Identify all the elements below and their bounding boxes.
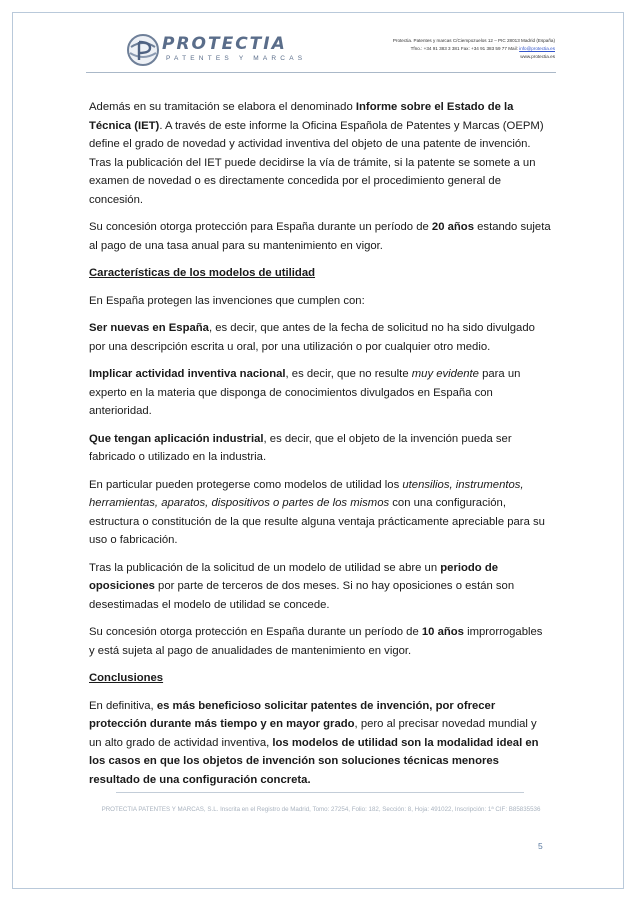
email-link[interactable]: info@protectia.es bbox=[519, 46, 555, 51]
text: En definitiva, bbox=[89, 699, 157, 712]
address-line: Protectia. Patentes y marcas C/Ciempozuelos 12 – PIC 28013 Madrid (España) bbox=[392, 38, 555, 43]
text: , es decir, que el objeto de la invención pueda ser fabricado o utilizado en la industria. bbox=[89, 432, 512, 463]
paragraph-industrial-application bbox=[89, 430, 551, 467]
footer-divider bbox=[116, 792, 524, 793]
bold-text: Informe sobre el Estado de la Técnica (IET) bbox=[89, 101, 514, 132]
italic-text: utensilios, instrumentos, herramientas, aparatos, dispositivos o partes de los mismos bbox=[89, 478, 524, 509]
paragraph-protectable-items bbox=[89, 476, 551, 550]
bold-text: periodo de oposiciones bbox=[89, 561, 499, 592]
section-heading-utility-models: Características de los modelos de utilidad bbox=[89, 267, 316, 279]
text: improrrogables y está sujeta al pago de anualidades de mantenimiento en vigor. bbox=[89, 626, 543, 657]
page-header bbox=[0, 0, 638, 80]
paragraph-novelty bbox=[89, 319, 551, 356]
bold-text: los modelos de utilidad son la modalidad ideal en los casos en que los objetos de invención son soluciones técnicas menores resultado de una configuración concreta. bbox=[89, 736, 539, 786]
logo-globe-icon bbox=[126, 33, 160, 67]
website-link[interactable]: www.protectia.es bbox=[520, 54, 555, 59]
text: Además en su tramitación se elabora el denominado bbox=[89, 101, 356, 113]
text: con una configuración, estructura o constitución de la que resulte alguna ventaja prácticamente apreciable para su uso o fabricación. bbox=[89, 497, 545, 546]
text: Su concesión otorga protección para España durante un período de bbox=[89, 221, 432, 233]
company-logo bbox=[126, 33, 307, 69]
text: Su concesión otorga protección en España durante un período de bbox=[89, 626, 422, 638]
paragraph-inventive-activity bbox=[89, 365, 551, 421]
paragraph-requirements-intro: En España protegen las invenciones que cumplen con: bbox=[89, 294, 365, 307]
text: Tras la publicación de la solicitud de un modelo de utilidad se abre un bbox=[89, 561, 441, 574]
contact-prefix: Tfno.: +34 91 383 3 381 Fax: +34 91 383 59 77 Mail: bbox=[410, 46, 520, 51]
text: En particular pueden protegerse como modelos de utilidad los bbox=[89, 478, 403, 491]
text: para un experto en la materia que disponga de conocimientos divulgados en España con anterioridad. bbox=[89, 368, 521, 417]
bold-text: 10 años bbox=[421, 626, 464, 638]
header-divider bbox=[86, 72, 556, 73]
contact-block bbox=[393, 37, 555, 61]
bold-text: Que tengan aplicación industrial bbox=[89, 432, 264, 445]
logo-tagline: PATENTES Y MARCAS bbox=[166, 55, 307, 62]
text: por parte de terceros de dos meses. Si no hay oposiciones o están son desestimadas el modelo de utilidad se concede. bbox=[89, 580, 515, 611]
paragraph-patent-term bbox=[89, 218, 551, 255]
contact-line bbox=[393, 45, 555, 53]
paragraph-utility-term bbox=[89, 623, 551, 660]
bold-text: es más beneficioso solicitar patentes de invención, por ofrecer protección durante más tiempo y en mayor grado bbox=[89, 699, 496, 730]
text: , pero al precisar novedad mundial y un alto grado de actividad inventiva, bbox=[89, 718, 537, 749]
text: . A través de este informe la Oficina Española de Patentes y Marcas (OEPM) define el grado de novedad y actividad inventiva del objeto de una patente de invención. Tras la publicación del IET puede decidirse la vía de trámite, si la patente se somete a un examen de novedad o es directamente concedida por el procedimiento general de concesión. bbox=[89, 119, 544, 206]
bold-text: Ser nuevas en España bbox=[89, 322, 209, 334]
bold-text: Implicar actividad inventiva nacional bbox=[89, 368, 286, 380]
text: , es decir, que antes de la fecha de solicitud no ha sido divulgado por una descripción escrita u oral, por una utilización o por cualquier otro medio. bbox=[89, 322, 535, 353]
text: , es decir, que no resulte bbox=[285, 368, 412, 380]
page-number: 5 bbox=[538, 841, 543, 851]
logo-wordmark: PROTECTIA bbox=[162, 34, 287, 54]
footer-registration-text: PROTECTIA PATENTES Y MARCAS, S.L. Inscrita en el Registro de Madrid, Tomo: 27254, Folio: 182, Sección: 8, Hoja: 491022, Inscripción: 1ª CIF: B85835536 bbox=[101, 806, 541, 813]
text: estando sujeta al pago de una tasa anual para su mantenimiento en vigor. bbox=[89, 221, 551, 252]
paragraph-conclusion bbox=[89, 697, 551, 790]
section-heading-conclusions: Conclusiones bbox=[89, 672, 164, 684]
bold-text: 20 años bbox=[431, 221, 474, 233]
italic-text: muy evidente bbox=[411, 368, 479, 380]
paragraph-iet bbox=[89, 98, 551, 209]
paragraph-opposition-period bbox=[89, 559, 551, 615]
document-body bbox=[89, 98, 551, 798]
